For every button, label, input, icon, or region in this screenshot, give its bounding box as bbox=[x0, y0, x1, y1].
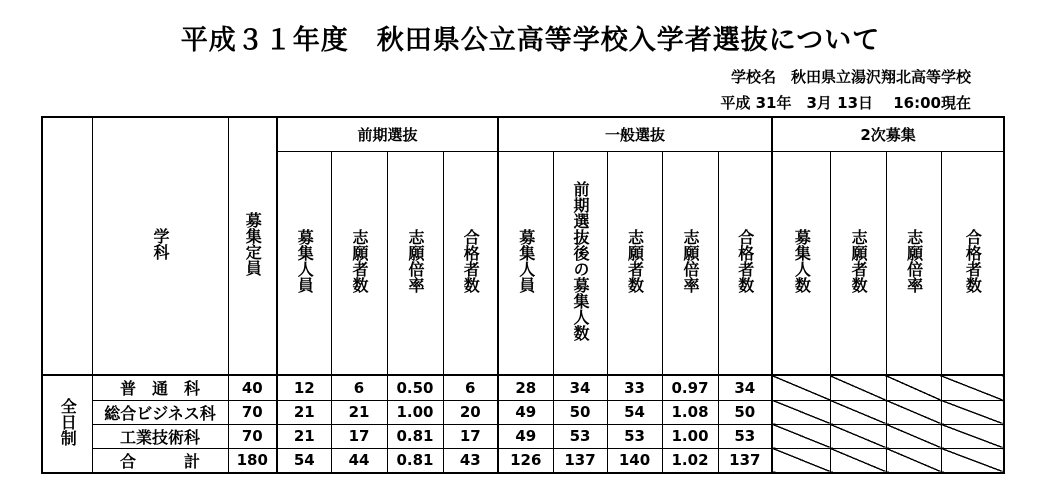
header-gen-recruit: 募集人員 bbox=[498, 151, 553, 375]
second-recruit-empty-cell bbox=[941, 424, 1004, 448]
row-value: 53 bbox=[553, 424, 607, 448]
second-recruit-empty-cell bbox=[772, 375, 830, 400]
row-value: 33 bbox=[607, 375, 662, 400]
admission-table bbox=[41, 116, 1005, 474]
table-row bbox=[42, 424, 1004, 448]
row-value: 0.81 bbox=[387, 424, 443, 448]
table-row bbox=[42, 375, 1004, 400]
header-gen-post-early: 前期選抜後の募集人数 bbox=[553, 151, 607, 375]
row-value: 49 bbox=[498, 400, 553, 424]
row-value: 17 bbox=[443, 424, 498, 448]
row-value: 34 bbox=[718, 375, 772, 400]
row-value: 54 bbox=[607, 400, 662, 424]
row-value: 1.00 bbox=[662, 424, 718, 448]
row-value: 137 bbox=[553, 448, 607, 473]
group-general: 一般選抜 bbox=[498, 117, 772, 151]
second-recruit-empty-cell bbox=[941, 375, 1004, 400]
row-value: 137 bbox=[718, 448, 772, 473]
row-value: 43 bbox=[443, 448, 498, 473]
school-name: 学校名 秋田県立湯沢翔北高等学校 bbox=[730, 68, 971, 86]
course-type-cell: 全日制 bbox=[42, 375, 92, 473]
table-row bbox=[42, 448, 1004, 473]
second-recruit-empty-cell bbox=[941, 448, 1004, 473]
corner-cell bbox=[42, 117, 92, 375]
row-value: 54 bbox=[277, 448, 331, 473]
second-recruit-empty-cell bbox=[830, 400, 886, 424]
header-gen-ratio: 志願倍率 bbox=[662, 151, 718, 375]
second-recruit-empty-cell bbox=[772, 448, 830, 473]
header-sec-ratio: 志願倍率 bbox=[886, 151, 941, 375]
row-value: 0.97 bbox=[662, 375, 718, 400]
table-body bbox=[42, 375, 1004, 473]
row-value: 34 bbox=[553, 375, 607, 400]
row-value: 44 bbox=[331, 448, 387, 473]
row-value: 140 bbox=[607, 448, 662, 473]
row-value: 21 bbox=[277, 424, 331, 448]
row-subject: 総合ビジネス科 bbox=[92, 400, 228, 424]
row-value: 180 bbox=[228, 448, 277, 473]
row-value: 6 bbox=[443, 375, 498, 400]
row-value: 40 bbox=[228, 375, 277, 400]
row-value: 50 bbox=[718, 400, 772, 424]
group-second: 2次募集 bbox=[772, 117, 1004, 151]
header-early-passed: 合格者数 bbox=[443, 151, 498, 375]
row-value: 53 bbox=[607, 424, 662, 448]
header-sec-passed: 合格者数 bbox=[941, 151, 1004, 375]
second-recruit-empty-cell bbox=[830, 424, 886, 448]
row-value: 21 bbox=[277, 400, 331, 424]
header-gen-applicants: 志願者数 bbox=[607, 151, 662, 375]
second-recruit-empty-cell bbox=[772, 424, 830, 448]
header-capacity: 募集定員 bbox=[228, 117, 277, 375]
row-value: 21 bbox=[331, 400, 387, 424]
row-value: 70 bbox=[228, 400, 277, 424]
row-value: 1.00 bbox=[387, 400, 443, 424]
second-recruit-empty-cell bbox=[830, 375, 886, 400]
row-value: 1.02 bbox=[662, 448, 718, 473]
as-of-date: 平成 31年 3月 13日 16:00現在 bbox=[720, 94, 971, 112]
second-recruit-empty-cell bbox=[941, 400, 1004, 424]
row-value: 0.50 bbox=[387, 375, 443, 400]
row-subject: 合 計 bbox=[92, 448, 228, 473]
header-early-recruit: 募集人員 bbox=[277, 151, 331, 375]
row-value: 17 bbox=[331, 424, 387, 448]
header-early-applicants: 志願者数 bbox=[331, 151, 387, 375]
second-recruit-empty-cell bbox=[830, 448, 886, 473]
row-value: 50 bbox=[553, 400, 607, 424]
row-value: 126 bbox=[498, 448, 553, 473]
header-sec-recruit: 募集人数 bbox=[772, 151, 830, 375]
second-recruit-empty-cell bbox=[886, 424, 941, 448]
row-value: 6 bbox=[331, 375, 387, 400]
second-recruit-empty-cell bbox=[886, 375, 941, 400]
row-value: 49 bbox=[498, 424, 553, 448]
row-subject: 普 通 科 bbox=[92, 375, 228, 400]
row-value: 0.81 bbox=[387, 448, 443, 473]
table-row bbox=[42, 400, 1004, 424]
second-recruit-empty-cell bbox=[886, 448, 941, 473]
row-value: 12 bbox=[277, 375, 331, 400]
header-sec-applicants: 志願者数 bbox=[830, 151, 886, 375]
row-value: 28 bbox=[498, 375, 553, 400]
second-recruit-empty-cell bbox=[772, 400, 830, 424]
row-value: 20 bbox=[443, 400, 498, 424]
row-value: 1.08 bbox=[662, 400, 718, 424]
page-title: 平成３１年度 秋田県公立高等学校入学者選抜について bbox=[180, 25, 881, 56]
group-early: 前期選抜 bbox=[277, 117, 498, 151]
row-value: 70 bbox=[228, 424, 277, 448]
header-gen-passed: 合格者数 bbox=[718, 151, 772, 375]
second-recruit-empty-cell bbox=[886, 400, 941, 424]
row-subject: 工業技術科 bbox=[92, 424, 228, 448]
row-value: 53 bbox=[718, 424, 772, 448]
header-subject: 学科 bbox=[92, 117, 228, 375]
header-early-ratio: 志願倍率 bbox=[387, 151, 443, 375]
